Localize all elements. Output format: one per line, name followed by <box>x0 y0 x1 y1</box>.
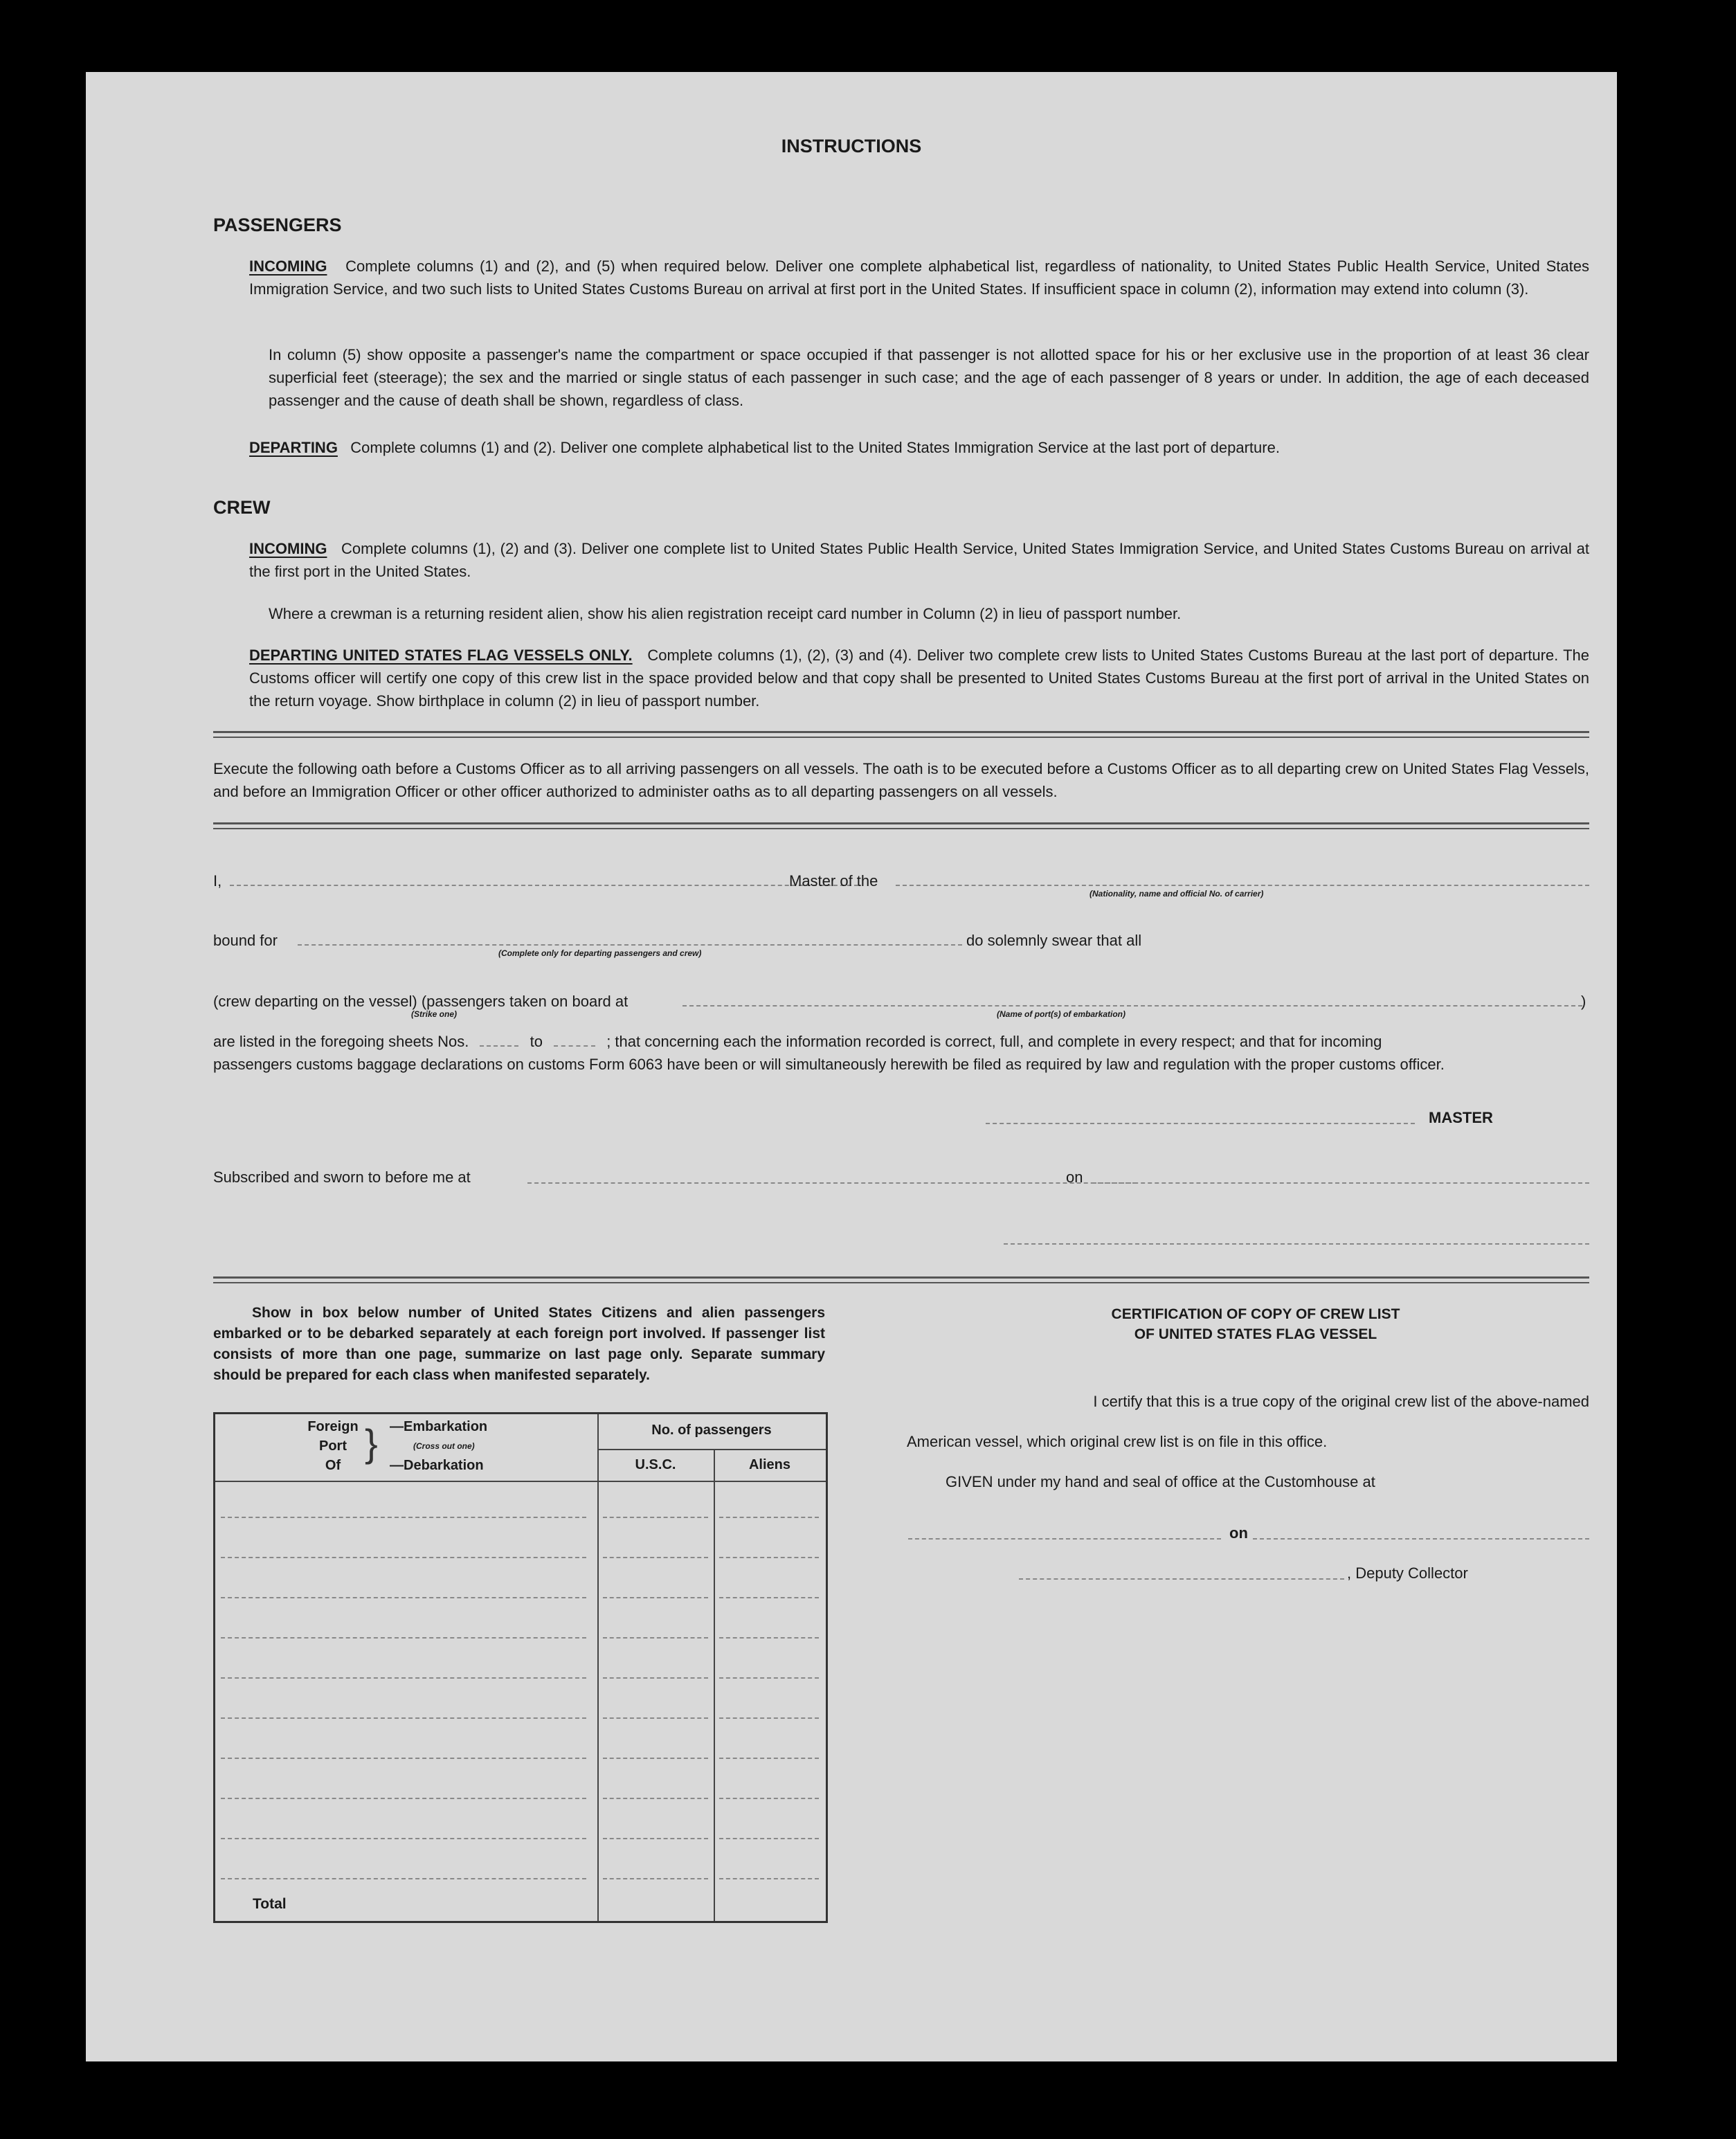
listed-suffix: ; that concerning each the information recorded is correct, full, and complete in every respect; and that for incoming <box>606 1033 1382 1050</box>
oath-i-label: I, <box>213 872 222 890</box>
passenger-summary-box <box>213 1412 828 1923</box>
certification-date-field[interactable] <box>1253 1538 1589 1540</box>
summary-entry-field[interactable] <box>603 1677 708 1679</box>
embarkation-label: —Embarkation <box>390 1419 488 1434</box>
baggage-text: passengers customs baggage declarations on customs Form 6063 have been or will simultaneously herewith be filed as required by law and regulation with the proper customs officer. <box>213 1056 1445 1073</box>
sworn-on-label: on <box>1066 1168 1083 1186</box>
strike-note: (Strike one) <box>411 1009 458 1019</box>
summary-entry-field[interactable] <box>719 1677 819 1679</box>
summary-entry-field[interactable] <box>221 1717 586 1719</box>
subscribed-label: Subscribed and sworn to before me at <box>213 1168 471 1186</box>
summary-entry-field[interactable] <box>221 1517 586 1518</box>
form-page <box>86 72 1617 2061</box>
certification-title <box>986 1304 1526 1344</box>
page-title: INSTRUCTIONS <box>781 136 922 156</box>
crew-heading: CREW <box>213 497 271 518</box>
divider <box>213 731 1589 733</box>
master-name-field[interactable] <box>230 885 858 886</box>
given-line: GIVEN under my hand and seal of office at the Customhouse at <box>946 1473 1375 1490</box>
oath-swear: do solemnly swear that all <box>966 932 1142 949</box>
listed-sheets-line <box>213 1030 1382 1053</box>
col-of: Of <box>325 1458 341 1473</box>
passengers-departing-paragraph <box>249 436 1589 459</box>
cross-out-note: (Cross out one) <box>413 1441 475 1451</box>
summary-entry-field[interactable] <box>221 1637 586 1639</box>
summary-entry-field[interactable] <box>221 1758 586 1759</box>
column-divider <box>714 1450 715 1921</box>
passengers-incoming-label: INCOMING <box>249 258 327 275</box>
summary-entry-field[interactable] <box>603 1838 708 1839</box>
certification-title-line2: OF UNITED STATES FLAG VESSEL <box>1134 1326 1377 1342</box>
oath-crew-passengers: (crew departing on the vessel) (passengers taken on board at <box>213 993 629 1010</box>
summary-entry-field[interactable] <box>719 1717 819 1719</box>
summary-entry-field[interactable] <box>719 1517 819 1518</box>
header-divider <box>597 1449 826 1450</box>
crew-incoming-label: INCOMING <box>249 540 327 557</box>
summary-entry-field[interactable] <box>719 1878 819 1879</box>
summary-entry-field[interactable] <box>719 1758 819 1759</box>
summary-entry-field[interactable] <box>719 1838 819 1839</box>
crew-incoming-text: Complete columns (1), (2) and (3). Deliver one complete list to United States Public Health Service, United States Immigration Service, and United States Customs Bureau on arrival at the first port in the United States. <box>249 540 1589 580</box>
brace-icon: } <box>365 1421 378 1465</box>
close-paren: ) <box>1581 993 1586 1010</box>
summary-entry-field[interactable] <box>603 1758 708 1759</box>
bound-note: (Complete only for departing passengers and crew) <box>498 948 702 958</box>
sworn-date-field[interactable] <box>1092 1182 1589 1184</box>
aliens-header: Aliens <box>748 1457 791 1472</box>
total-label: Total <box>253 1896 287 1912</box>
summary-entry-field[interactable] <box>603 1717 708 1719</box>
summary-entry-field[interactable] <box>221 1557 586 1558</box>
summary-entry-field[interactable] <box>719 1557 819 1558</box>
summary-entry-field[interactable] <box>221 1838 586 1839</box>
embarkation-header <box>390 1417 487 1475</box>
column-divider <box>597 1414 599 1921</box>
certification-title-line1: CERTIFICATION OF COPY OF CREW LIST <box>1111 1306 1400 1322</box>
passengers-departing-text: Complete columns (1) and (2). Deliver one complete alphabetical list to the United States Immigration Service at the last port of departure. <box>350 439 1280 456</box>
summary-entry-field[interactable] <box>719 1637 819 1639</box>
sworn-at-field[interactable] <box>527 1182 1137 1184</box>
usc-header: U.S.C. <box>635 1457 676 1472</box>
crew-departing-text: Complete columns (1), (2), (3) and (4). Deliver two complete crew lists to United States Customs Bureau at the last port of departure. The Customs officer will certify one copy of this crew list in the space provided below and that copy shall be presented to United States Customs Bureau at the first port of arrival in the United States on the return voyage. Show birthplace in column (2) in lieu of passport number. <box>249 647 1590 710</box>
master-signature-field[interactable] <box>986 1123 1415 1124</box>
summary-entry-field[interactable] <box>221 1798 586 1799</box>
passengers-incoming-paragraph <box>249 255 1589 300</box>
passengers-heading: PASSENGERS <box>213 215 342 235</box>
bound-for-field[interactable] <box>298 944 962 946</box>
oath-instructions: Execute the following oath before a Customs Officer as to all arriving passengers on all vessels. The oath is to be executed before a Customs Officer as to all departing crew on United States Flag Vessels, and before an Immigration Officer or other officer authorized to administer oaths as to all departing passengers on all vessels. <box>213 760 1589 800</box>
embarkation-port-field[interactable] <box>682 1005 1582 1007</box>
summary-entry-field[interactable] <box>719 1597 819 1598</box>
to-label: to <box>530 1033 543 1050</box>
officer-signature-field[interactable] <box>1004 1243 1589 1245</box>
customhouse-field[interactable] <box>908 1538 1221 1540</box>
summary-entry-field[interactable] <box>603 1597 708 1598</box>
divider <box>213 828 1589 829</box>
crew-incoming-paragraph <box>249 537 1589 583</box>
certify-line2: American vessel, which original crew list is on file in this office. <box>907 1433 1328 1450</box>
no-passengers-header: No. of passengers <box>651 1423 772 1438</box>
divider <box>213 822 1589 824</box>
summary-entry-field[interactable] <box>221 1597 586 1598</box>
header-divider <box>215 1481 826 1482</box>
summary-entry-field[interactable] <box>719 1798 819 1799</box>
summary-entry-field[interactable] <box>603 1798 708 1799</box>
sheet-to-field[interactable] <box>554 1045 595 1047</box>
summary-entry-field[interactable] <box>603 1637 708 1639</box>
summary-instructions: Show in box below number of United States Citizens and alien passengers embarked or to be debarked separately at each foreign port involved. If passenger list consists of more than one page, summarize on last page only. Separate summary should be prepared for each class when manifested separately. <box>213 1305 825 1383</box>
passengers-departing-label: DEPARTING <box>249 439 338 456</box>
sheet-from-field[interactable] <box>480 1045 518 1047</box>
divider <box>213 1282 1589 1283</box>
divider <box>213 737 1589 738</box>
crew-departing-paragraph <box>249 644 1589 712</box>
crew-alien-text: Where a crewman is a returning resident alien, show his alien registration receipt card number in Column (2) in lieu of passport number. <box>269 605 1182 622</box>
summary-entry-field[interactable] <box>603 1517 708 1518</box>
master-label: MASTER <box>1429 1109 1493 1126</box>
nationality-note: (Nationality, name and official No. of carrier) <box>1089 889 1264 899</box>
summary-entry-field[interactable] <box>603 1557 708 1558</box>
passengers-incoming-text: Complete columns (1) and (2), and (5) when required below. Deliver one complete alphabetical list, regardless of nationality, to United States Public Health Service, United States Immigration Service, and two such lists to United States Customs Bureau on arrival at first port in the United States. If insufficient space in column (2), information may extend into column (3). <box>249 258 1590 298</box>
foreign-port-of-header <box>298 1417 368 1475</box>
port-note: (Name of port(s) of embarkation) <box>997 1009 1126 1019</box>
listed-prefix: are listed in the foregoing sheets Nos. <box>213 1033 469 1050</box>
col-port: Port <box>319 1438 347 1454</box>
deputy-collector-label: , Deputy Collector <box>1347 1564 1468 1582</box>
col-foreign: Foreign <box>307 1419 359 1434</box>
passengers-column5-text: In column (5) show opposite a passenger's name the compartment or space occupied if that passenger is not allotted space for his or her exclusive use in the proportion of at least 36 clear superficial feet (steerage); the sex and the married or single status of each passenger in such case; and the age of each passenger of 8 years or under. In addition, the age of each deceased passenger and the cause of death shall be shown, regardless of class. <box>269 346 1589 409</box>
summary-entry-field[interactable] <box>603 1878 708 1879</box>
summary-entry-field[interactable] <box>221 1677 586 1679</box>
divider <box>213 1276 1589 1279</box>
debarkation-label: —Debarkation <box>390 1458 484 1473</box>
oath-master-of-the: Master of the <box>789 872 878 890</box>
deputy-signature-field[interactable] <box>1019 1578 1344 1580</box>
certification-on-label: on <box>1229 1524 1248 1542</box>
oath-bound-for: bound for <box>213 932 278 949</box>
carrier-field[interactable] <box>896 885 1589 886</box>
summary-entry-field[interactable] <box>221 1878 586 1879</box>
certify-line1: I certify that this is a true copy of the original crew list of the above-named <box>1093 1393 1589 1410</box>
crew-departing-label: DEPARTING UNITED STATES FLAG VESSELS ONLY. <box>249 647 633 664</box>
